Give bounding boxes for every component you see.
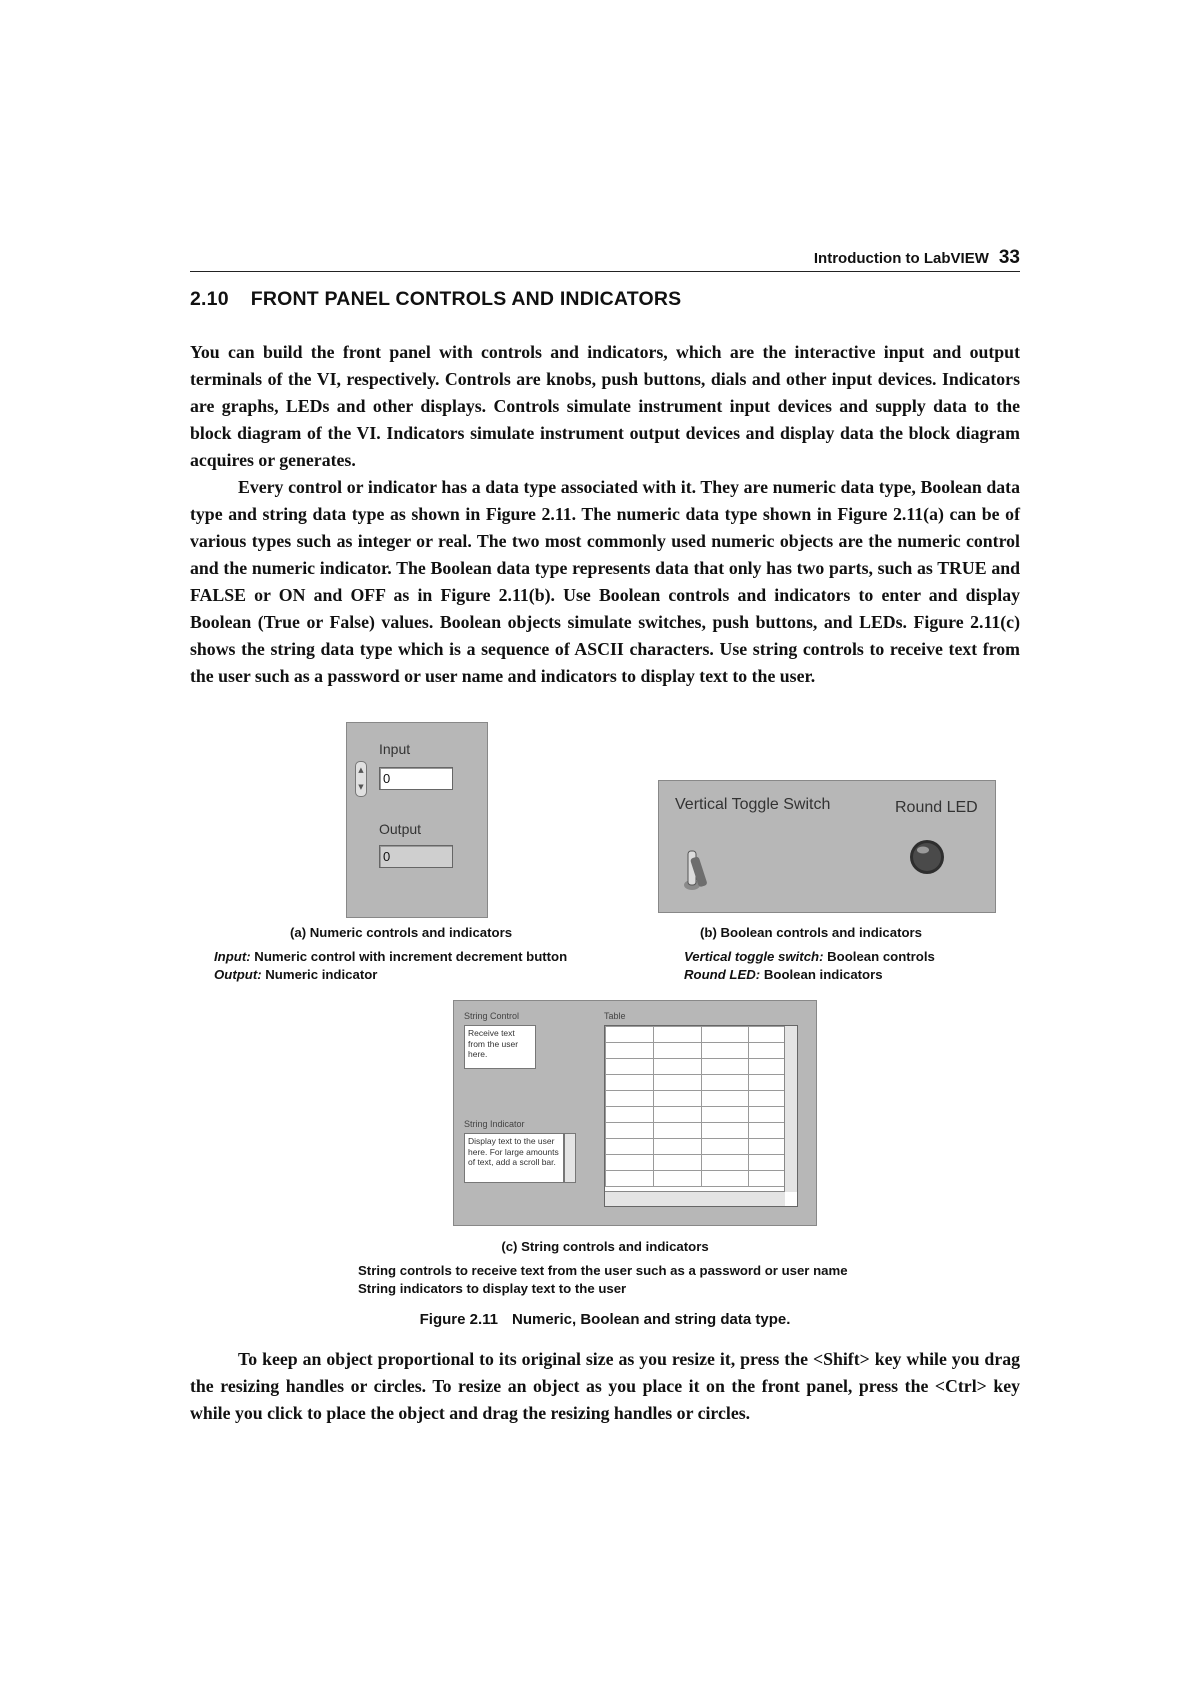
round-led: [907, 837, 947, 877]
round-led-label: Round LED: [895, 799, 978, 816]
running-head: [190, 247, 1020, 269]
caption-b-title: (b) Boolean controls and indicators: [700, 925, 923, 940]
table-control[interactable]: [604, 1025, 798, 1207]
increment-decrement-button[interactable]: [355, 761, 367, 797]
caption-c-title: (c) String controls and indicators: [501, 1239, 709, 1254]
paragraph-data-types: Every control or indicator has a data type associated with it. They are numeric data type, Boolean data type and string data type as shown in Figure 2.11. The numeric data type shown in Figure 2.11(a) can be of various types such as integer or real. The two most commonly used numeric objects are the numeric control and the numeric indicator. The Boolean data type represents data that only has two parts, such as TRUE and FALSE or ON and OFF as in Figure 2.11(b). Use Boolean controls and indicators to enter and display Boolean (True or False) values. Boolean objects simulate switches, push buttons, and LEDs. Figure 2.11(c) shows the string data type which is a sequence of ASCII characters. Use string controls to receive text from the user such as a password or user name and indicators to display text to the user.: [190, 477, 1020, 686]
table-row: [606, 1171, 797, 1187]
caption-a-output: [214, 966, 377, 983]
caption-a-output-term: Output:: [214, 967, 262, 982]
numeric-control-input[interactable]: 0: [379, 767, 453, 790]
table-row: [606, 1107, 797, 1123]
table-row: [606, 1043, 797, 1059]
string-indicator-scrollbar[interactable]: [564, 1133, 576, 1183]
header-rule: [190, 271, 1020, 272]
section-title: FRONT PANEL CONTROLS AND INDICATORS: [250, 288, 682, 310]
boolean-panel: [658, 780, 996, 913]
output-label: Output: [379, 821, 422, 837]
figure-caption-text: Numeric, Boolean and string data type.: [511, 1311, 791, 1328]
caption-b-led-term: Round LED:: [684, 967, 761, 982]
caption-c-line2: String indicators to display text to the user: [358, 1281, 627, 1296]
vertical-toggle-switch[interactable]: [681, 841, 713, 893]
caption-b-toggle-term: Vertical toggle switch:: [684, 949, 824, 964]
increment-arrow-icon: ▲: [358, 766, 364, 774]
section-heading: [190, 288, 1020, 311]
caption-b-led-desc: Boolean indicators: [763, 967, 883, 982]
table-label: Table: [604, 1011, 626, 1021]
numeric-indicator-output: 0: [379, 845, 453, 868]
caption-a-title: (a) Numeric controls and indicators: [290, 925, 513, 940]
table-row: [606, 1027, 797, 1043]
table-row: [606, 1139, 797, 1155]
table-row: [606, 1091, 797, 1107]
string-panel: [453, 1000, 817, 1226]
figure-caption: [190, 1311, 1020, 1328]
input-label: Input: [379, 741, 411, 757]
string-control-label: String Control: [464, 1011, 520, 1021]
decrement-arrow-icon: ▼: [358, 783, 364, 791]
caption-a-input-desc: Numeric control with increment decrement button: [254, 949, 568, 964]
table-row: [606, 1059, 797, 1075]
string-indicator-frame: [464, 1133, 576, 1183]
table-row: [606, 1155, 797, 1171]
string-control-field[interactable]: Receive text from the user here.: [464, 1025, 536, 1069]
table-grid: [605, 1026, 797, 1187]
numeric-panel: [346, 722, 488, 918]
caption-a-input: [214, 948, 567, 965]
caption-b-led: [684, 966, 883, 983]
table-row: [606, 1123, 797, 1139]
caption-a-output-desc: Numeric indicator: [265, 967, 378, 982]
running-head-title: Introduction to LabVIEW: [813, 250, 989, 267]
string-indicator-field: Display text to the user here. For large amounts of text, add a scroll bar.: [464, 1133, 564, 1183]
page-number: 33: [998, 247, 1020, 268]
paragraph-resize: To keep an object proportional to its original size as you resize it, press the <Shift> key while you drag the resizing handles or circles. To resize an object as you place it on the front panel, press the <Ctrl> key while you click to place the object and drag the resizing handles or circles.: [190, 1349, 1020, 1423]
caption-b-toggle-desc: Boolean controls: [827, 949, 935, 964]
table-vertical-scrollbar[interactable]: [784, 1026, 797, 1192]
string-indicator-label: String Indicator: [464, 1119, 525, 1129]
caption-a-input-term: Input:: [214, 949, 251, 964]
toggle-switch-label: Vertical Toggle Switch: [675, 796, 831, 813]
section-number: 2.10: [190, 288, 229, 310]
table-horizontal-scrollbar[interactable]: [605, 1191, 785, 1206]
paragraph-intro: You can build the front panel with controls and indicators, which are the interactive input and output terminals of the VI, respectively. Controls are knobs, push buttons, dials and other input devices. Indicators are graphs, LEDs and other displays. Controls simulate instrument input devices and supply data to the block diagram of the VI. Indicators simulate instrument output devices and display data the block diagram acquires or generates.: [190, 342, 1020, 470]
caption-c-line1: String controls to receive text from the user such as a password or user name: [358, 1263, 848, 1278]
table-row: [606, 1075, 797, 1091]
caption-b-toggle: [684, 948, 935, 965]
figure-label: Figure 2.11: [419, 1311, 498, 1328]
